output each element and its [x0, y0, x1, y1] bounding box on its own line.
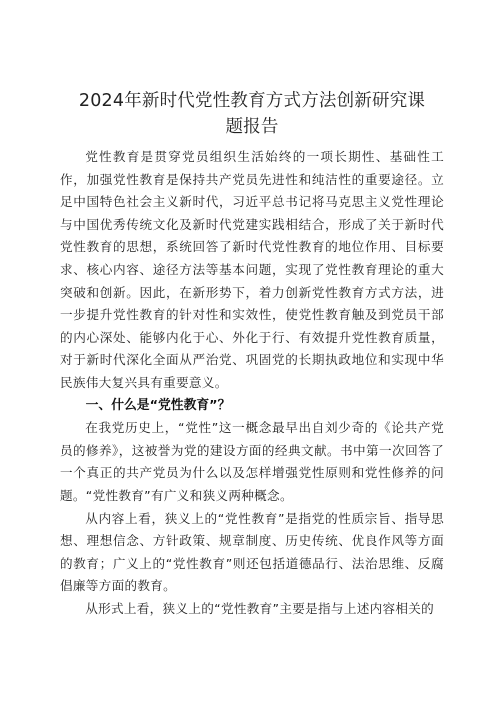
intro-paragraph: 党性教育是贯穿党员组织生活始终的一项长期性、基础性工作，加强党性教育是保持共产党员先进性和纯洁性的重要途径。立足中国特色社会主义新时代，习近平总书记将马克思主义党性理论与中国优秀传统文化及新时代党建实践相结合，形成了关于新时代党性教育的思想，系统回答了新时代党性教育的地位作用、目标要求、核心内容、途径方法等基本问题，实现了党性教育理论的重大突破和创新。因此，在新形势下，着力创新党性教育方式方法，进一步提升党性教育的针对性和实效性，使党性教育触及到党员干部的内心深处、能够内化于心、外化于行、有效提升党性教育质量，对于新时代深化全面从严治党、巩固党的长期执政地位和实现中华民族伟大复兴具有重要意义。: [60, 149, 444, 390]
section-1-paragraph-2: 从内容上看，狭义上的“党性教育”是指党的性质宗旨、指导思想、理想信念、方针政策、规章制度、历史传统、优良作风等方面的教育；广义上的“党性教育”则还包括道德品行、法治思维、反腐倡廉等方面的教育。: [60, 510, 444, 594]
section-1-heading: 一、什么是“党性教育”？: [85, 397, 231, 413]
section-1-paragraph-1: 在我党历史上，“党性”这一概念最早出自刘少奇的《论共产党员的修养》，这被誉为党的建设方面的经典文献。书中第一次回答了一个真正的共产党员为什么以及怎样增强党性原则和党性修养的问题。“党性教育”有广义和狭义两种概念。: [60, 420, 444, 503]
section-1-paragraph-3: 从形式上看，狭义上的“党性教育”主要是指与上述内容相关的: [85, 600, 435, 616]
title-line-2: 题报告: [225, 117, 279, 137]
title-line-1: 2024年新时代党性教育方式方法创新研究课: [78, 91, 426, 111]
document-title: [60, 88, 444, 140]
